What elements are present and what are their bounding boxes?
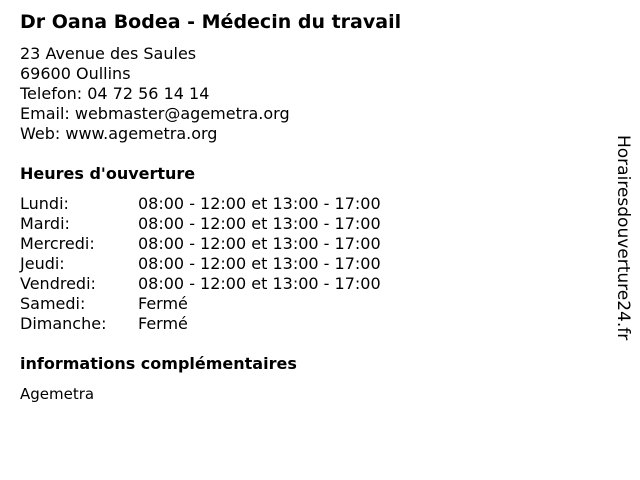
day-label: Samedi: xyxy=(20,294,86,313)
day-label: Lundi: xyxy=(20,194,69,213)
additional-info-text: Agemetra xyxy=(20,385,95,403)
hours-row-tuesday xyxy=(20,214,580,234)
page-title: Dr Oana Bodea - Médecin du travail xyxy=(20,11,402,33)
address-line-1: 23 Avenue des Saules xyxy=(20,44,197,63)
hours-row-saturday xyxy=(20,294,580,314)
hours-value: 08:00 - 12:00 et 13:00 - 17:00 xyxy=(138,274,381,293)
hours-value: 08:00 - 12:00 et 13:00 - 17:00 xyxy=(138,214,381,233)
hours-value: 08:00 - 12:00 et 13:00 - 17:00 xyxy=(138,194,381,213)
vertical-watermark: Horairesdouverture24.fr xyxy=(613,135,633,341)
opening-hours-table xyxy=(20,194,580,334)
day-label: Dimanche: xyxy=(20,314,107,333)
day-label: Vendredi: xyxy=(20,274,96,293)
contact-block xyxy=(20,44,580,144)
hours-value: 08:00 - 12:00 et 13:00 - 17:00 xyxy=(138,234,381,253)
web-line: Web: www.agemetra.org xyxy=(20,124,218,143)
hours-value: Fermé xyxy=(138,314,188,333)
hours-row-monday xyxy=(20,194,580,214)
hours-row-thursday xyxy=(20,254,580,274)
business-listing xyxy=(20,10,580,404)
opening-hours-heading: Heures d'ouverture xyxy=(20,164,196,183)
day-label: Jeudi: xyxy=(20,254,65,273)
address-line-2: 69600 Oullins xyxy=(20,64,131,83)
hours-value: 08:00 - 12:00 et 13:00 - 17:00 xyxy=(138,254,381,273)
hours-row-sunday xyxy=(20,314,580,334)
hours-row-wednesday xyxy=(20,234,580,254)
hours-value: Fermé xyxy=(138,294,188,313)
phone-line: Telefon: 04 72 56 14 14 xyxy=(20,84,210,103)
day-label: Mardi: xyxy=(20,214,70,233)
hours-row-friday xyxy=(20,274,580,294)
day-label: Mercredi: xyxy=(20,234,95,253)
email-line: Email: webmaster@agemetra.org xyxy=(20,104,290,123)
additional-info-heading: informations complémentaires xyxy=(20,354,297,373)
